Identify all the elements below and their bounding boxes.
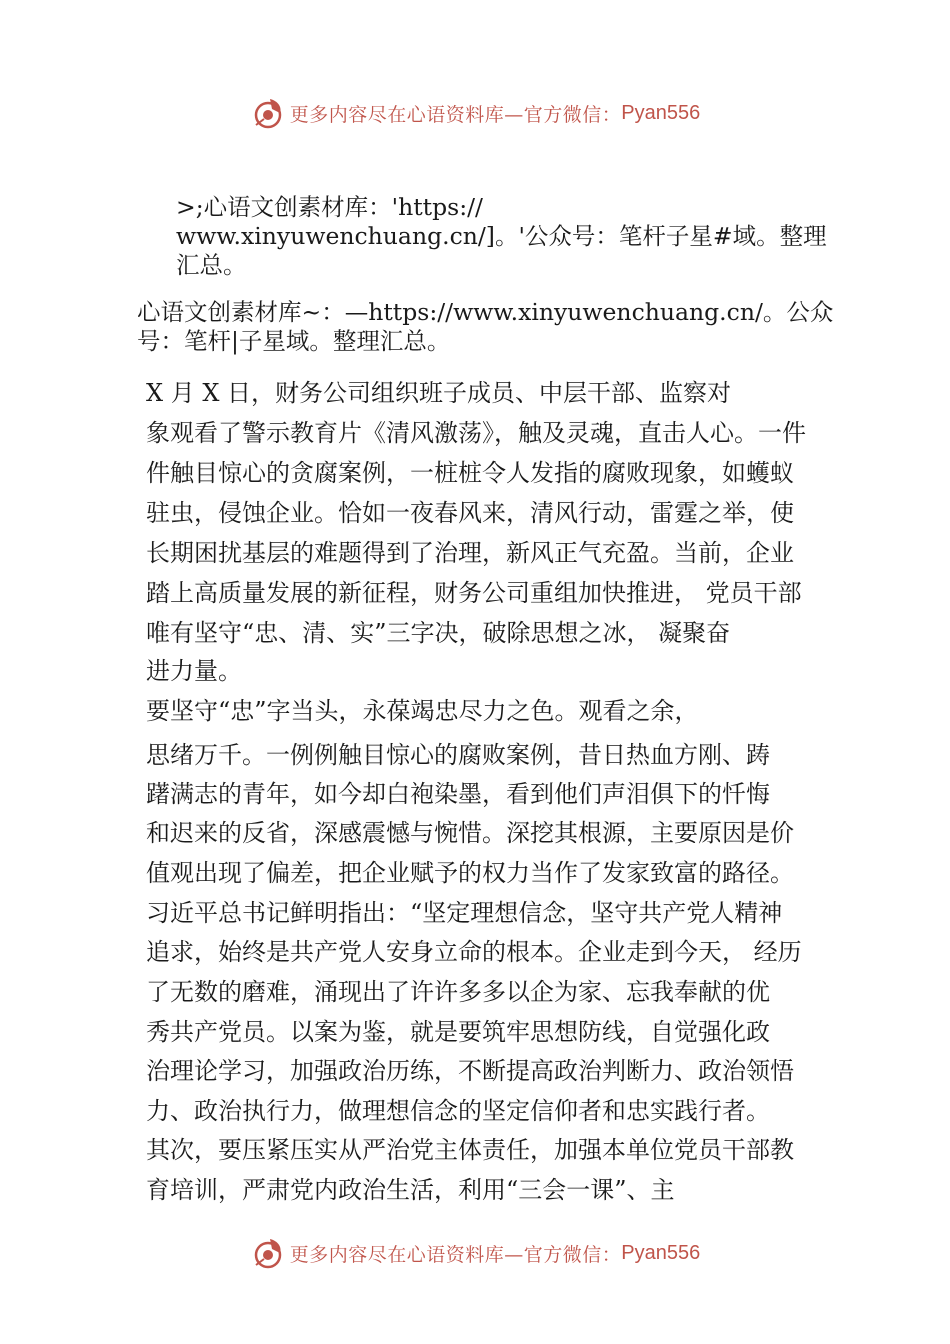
header2-line-2: 号：笔杆|子星域。整理汇总。 (137, 327, 451, 355)
banner-wechat-id: Pyan556 (621, 101, 701, 124)
banner-wechat-id: Pyan556 (621, 1241, 701, 1264)
body-line-13: 值观出现了偏差，把企业赋予的权力当作了发家致富的路径。 (146, 859, 794, 887)
body-line-11: 躇满志的青年，如今却白袍染墨，看到他们声泪俱下的忏悔 (146, 780, 770, 808)
header-line-2: www.xinyuwenchuang.cn/]。'公众号：笔杆子星#域。整理 (176, 222, 827, 250)
body-line-17: 秀共产党员。以案为鉴，就是要筑牢思想防线，自觉强化政 (146, 1018, 770, 1046)
body-line-6: 踏上高质量发展的新征程，财务公司重组加快推进， 党员干部 (146, 579, 802, 607)
body-line-5: 长期困扰基层的难题得到了治理，新风正气充盈。当前，企业 (146, 539, 794, 567)
footer-banner (0, 1233, 950, 1273)
body-line-15: 追求，始终是共产党人安身立命的根本。企业走到今天， 经历 (146, 938, 802, 966)
body-line-3: 件触目惊心的贪腐案例，一桩桩令人发指的腐败现象，如蠖蚁 (146, 459, 794, 487)
banner-text: 更多内容尽在心语资料库—官方微信： (289, 103, 622, 126)
header-line-3: 汇总。 (176, 251, 247, 279)
body-line-4: 驻虫，侵蚀企业。恰如一夜春风来，清风行动，雷霆之举，使 (146, 499, 794, 527)
body-line-1: X 月 X 日，财务公司组织班子成员、中层干部、监察对 (146, 379, 732, 407)
body-line-19: 力、政治执行力，做理想信念的坚定信仰者和忠实践行者。 (146, 1097, 770, 1125)
body-line-18: 治理论学习，加强政治历练，不断提高政治判断力、政治领悟 (146, 1057, 794, 1085)
quill-seal-icon (250, 1235, 286, 1271)
quill-seal-icon (250, 95, 286, 131)
body-line-14: 习近平总书记鲜明指出：“坚定理想信念，坚守共产党人精神 (146, 899, 783, 927)
body-line-20: 其次，要压紧压实从严治党主体责任，加强本单位党员干部教 (146, 1136, 794, 1164)
body-line-9: 要坚守“忠”字当头，永葆竭忠尽力之色。观看之余， (146, 697, 699, 725)
body-line-10: 思绪万千。一例例触目惊心的腐败案例，昔日热血方刚、踌 (146, 741, 770, 769)
body-line-21: 育培训，严肃党内政治生活，利用“三会一课”、主 (146, 1176, 675, 1204)
body-line-8: 进力量。 (146, 657, 242, 685)
header2-line-1: 心语文创素材库~：—https://www.xinyuwenchuang.cn/。公众 (137, 298, 834, 326)
body-line-7: 唯有坚守“忠、清、实”三字决，破除思想之冰， 凝聚奋 (146, 619, 731, 647)
header-banner (0, 93, 950, 133)
body-line-16: 了无数的磨难，涌现出了许许多多以企为家、忘我奉献的优 (146, 978, 770, 1006)
body-line-12: 和迟来的反省，深感震憾与惋惜。深挖其根源，主要原因是价 (146, 819, 794, 847)
banner-text: 更多内容尽在心语资料库—官方微信： (289, 1243, 622, 1266)
header-line-1: >;心语文创素材库：'https:// (176, 193, 483, 221)
body-line-2: 象观看了警示教育片《清风激荡》，触及灵魂，直击人心。一件 (146, 419, 806, 447)
